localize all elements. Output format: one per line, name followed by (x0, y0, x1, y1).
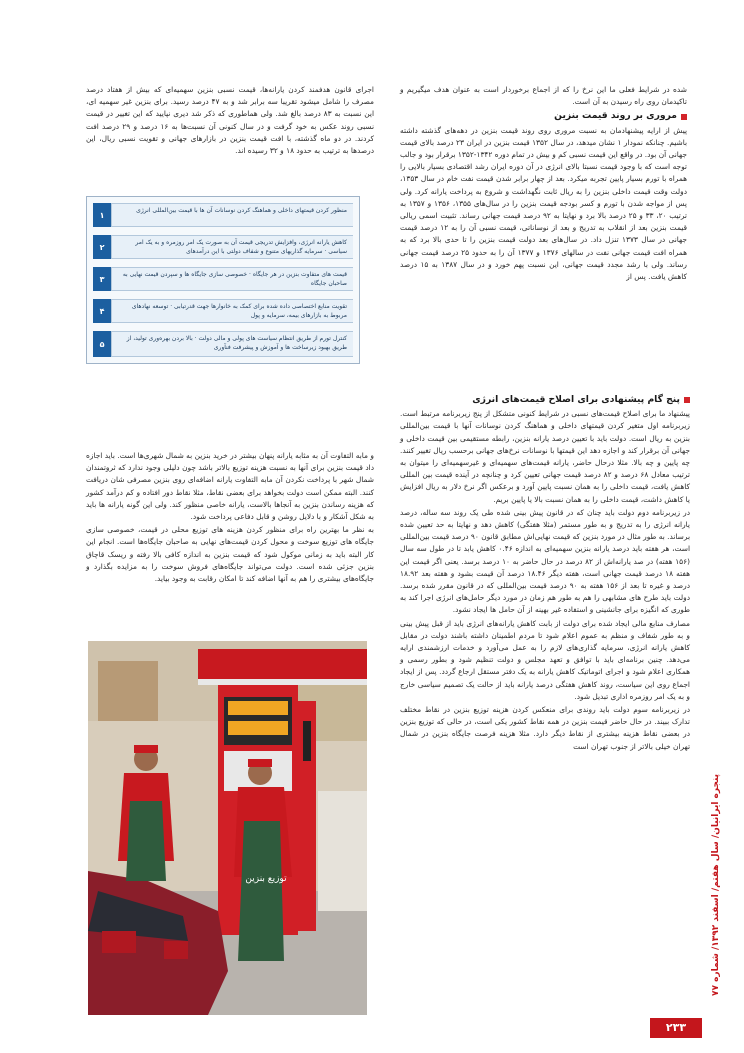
section-heading (400, 110, 687, 122)
bullet-square-icon (684, 397, 690, 403)
diagram-row-text: قیمت های متفاوت بنزین در هر جایگاه · خصوصی سازی جایگاه ها و سپردن قیمت نهایی به صاحبان جایگاه (111, 267, 353, 291)
diagram-row (93, 203, 353, 227)
paragraph: اجرای قانون هدفمند کردن یارانه‌ها، قیمت نسبی بنزین سهمیه‌ای که بیش از هفتاد درصد مصرف را شامل میشود تقریبا سه برابر شد و به ۴۷ درصد رسید. برای بنزین غیر سهمیه ای، این نسبت به ۸۳ درصد بالغ شد. ولی هماطوری که ذکر شد دیری نپایید که این تغییر در قیمت نسبی روند عکس به خود گرفت و در سال کنونی آن نسبت‌ها به ۱۶ درصد و ۲۹ درصد افت کردند. در دو ماه گذشته، با افت قیمت بنزین در بازارهای جهانی و تقویت نسبی ریال، این درصدها به ترتیب به حدود ۱۸ و ۳۲ رسیده اند. (86, 85, 374, 156)
heading-text: پنج گام پیشنهادی برای اصلاح قیمت‌های انرژی (472, 394, 680, 405)
gas-station-illustration (88, 641, 367, 1015)
diagram-row-number: ۳ (93, 267, 111, 291)
paragraph: در زیربرنامه سوم دولت باید روندی برای منعکس کردن هزینه توزیع بنزین در نقاط مختلف تدارک ببیند. در حال حاضر قیمت بنزین در همه نقاط کشور یکی است، در حالی که توزیع بنزین در بعضی نقاط هزینه بیشتری از نقاط دیگر دارد. مثلا هزینه فرصت جایگاه بنزین در شمال تهران خیلی بالاتر از جنوب تهران است (400, 705, 690, 751)
paragraph: و مابه التفاوت آن به مثابه یارانه پنهان بیشتر در خرید بنزین به شمال شهری‌ها است. باید اجازه داد قیمت بنزین برای آنها به نسبت هزینه توزیع بالاتر باشد چون دلیلی وجود ندارد که ثروتمندان شمال شهر با پرداخت نکردن آن مابه التفاوت یارانه اضافه‌ای روی بنزین مصرفی شان دریافت کنند. البته ممکن است دولت بخواهد برای بعضی نقاط، مثلا نقاط دور افتاده و کم درآمد کشور که هزینه رساندن بنزین به آنجاها بالاست، یارانه خاصی منظور کند. ولی این گونه یارانه ها باید به شکل آشکار و با دلایل روشن و قابل دفاعی پرداخت شود. (86, 451, 374, 522)
column-right-top (400, 84, 687, 284)
magazine-sidebar (704, 730, 728, 1040)
column-left-top (86, 84, 374, 158)
paragraph: به نظر ما بهترین راه برای منظور کردن هزینه های توزیع محلی در قیمت، خصوصی سازی جایگاه های توزیع سوخت و محول کردن قیمت‌های نهایی به صاحبان جایگاه‌ها است. انجام این کار البته باید به زمانی موکول شود که قیمت بنزین به اندازه کافی بالا رفته و ریسک قاچاق بنزین جزئی شده است. دولت می‌تواند جایگاه‌های فروش سوخت را به مزایده بگذارد و جایگاه‌های بیشتری را هم به آنها اضافه کند تا امکان رقابت به وجود بیاید. (86, 525, 374, 584)
pump-sign-text: توزیع بنزین (245, 874, 287, 884)
diagram-row (93, 299, 353, 323)
paragraph: پیش از ارایه پیشنهادمان به نسبت مروری روی روند قیمت بنزین در دهه‌های گذشته داشته باشیم. چنانکه نمودار ۱ نشان میدهد، در سال ۱۳۵۲ قیمت بنزین در ایران ۲۳ درصد بالای قیمت جهانی آن بود. در واقع این قیمت نسبی کم و بیش در تمام دوره ۱۳۴۲-۱۳۵۲ برقرار بود و جالب توجه است که با وجود قیمت نسبتا بالای انرژی در آن دوره ایران رشد اقتصادی بسیار بالایی را همراه با تورم بسیار پایین تجربه میکرد. بعد از چهار برابر شدن قیمت نفت خام در سال ۱۳۵۳، دولت وقت قیمت داخلی بنزین را به ریال ثابت نگهداشت و شروع به پرداخت یارانه کرد. ولی پس از مواجه شدن با تورم و کسر بودجه قیمت بنزین را در سال‌های ۱۳۵۵، ۱۳۵۶ و ۱۳۵۷ به ترتیب ۲۰، ۳۳ و ۲۵ درصد بالا برد و نهایتا به ۹۲ درصد قیمت جهانی رساند. تثبیت اسمی ریالی قیمت بنزین بعد از انقلاب به تدریج و بعد از نوساناتی، قیمت نسبی آن را به ۱۲ درصد قیمت جهانی در سال ۱۳۷۳ تنزل داد. در سال‌های بعد دولت قیمت بنزین را تا حدی بالا برد که به همراه افت قیمت جهانی نفت در سالهای ۱۳۷۶ و ۱۳۷۷ آن را به حدود ۲۵ درصد قیمت جهانی رساند. ولی با رشد مجدد قیمت جهانی، این نسبت پهم خورد و در سال ۱۳۸۷ به ۱۵ درصد کاهش یافت. پس از (400, 125, 688, 282)
paragraph: مصارف منابع مالی ایجاد شده برای دولت از بابت کاهش یارانه‌های انرژی باید از قبل پیش بینی و به طور شفاف و منظم به عموم اعلام شود تا مردم اطمینان داشته باشند دولت در مقابل کاهش یارانه انرژی، سرمایه گذاری‌های لازم را به عمل می‌آورد و خدمات ارزشمندی ارایه می‌دهد. چنین برنامه‌ای باید با توافق و تعهد مجلس و دولت تنظیم شود و بطور رسمی و همکاری اعلام شود و اجرای اتوماتیک کاهش یارانه به یک دفتر مستقل ارجاع گردد. پس از ایجاد اجماع روی این سیاست، روند کاهش هفتگی درصد یارانه باید از حالت یک تصمیم سیاسی خارج و به یک امر روزمره اداری تبدیل شود. (400, 618, 690, 701)
diagram-row-text: تقویت منابع اختصاصی داده شده برای کمک به خانوارها جهت قدرتیابی · توسعه نهادهای مربوط به بازارهای بیمه، سرمایه و پول (111, 299, 353, 323)
issue-info-text: پنجره ایرانیان/ سال هفتم/ اسفند ۱۳۹۲/ شماره ۷۷ (711, 773, 721, 997)
diagram-row-text: کنترل تورم از طریق انتظام سیاست های پولی و مالی دولت · بالا بردن بهره‌وری تولید، از طریق بهبود زیرساخت ها و آموزش و پیشرفت فنآوری (111, 331, 353, 357)
diagram-row (93, 235, 353, 259)
gas-station-photo (88, 641, 367, 1015)
diagram-row-number: ۲ (93, 235, 111, 259)
diagram-row (93, 267, 353, 291)
section-heading (400, 394, 690, 406)
heading-text: مروری بر روند قیمت بنزین (554, 110, 677, 122)
diagram-row-text: کاهش یارانه انرژی، وافزایش تدریجی قیمت آن به صورت یک امر روزمره و به یک امر سیاسی · سرمایه گذاریهای متنوع و شفاف دولتی با این درآمدهای (111, 235, 353, 259)
diagram-row-text: منظور کردن قیمتهای داخلی و هماهنگ کردن نوسانات آن ها با قیمت بین‌المللی انرژی (111, 203, 353, 227)
diagram-row-number: ۴ (93, 299, 111, 323)
page-number: ۲۳۳ (650, 1018, 702, 1038)
paragraph: پیشنهاد ما برای اصلاح قیمت‌های نسبی در شرایط کنونی متشکل از پنج زیربرنامه مرتبط است. زیربرنامه اول متغیر کردن قیمتهای داخلی و هماهنگ کردن نوسانات آنها با قیمت بین‌المللی بنزین به ریال است. دولت باید با تعیین درصد یارانه بنزین، رابطه مستقیمی بین قیمت داخلی و جهانی آن برقرار کند و اجازه دهد این قیمتها با نوسانات نرخ‌های جهانی برحسب ریال تغییر کنند. چه پایین و چه بالا. مثلا درحال حاضر، یارانه قیمت‌های سهمیه‌ای و غیرسهمیه‌ای را میتوان به ترتیب معادل ۶۸ درصد و ۸۲ درصد قیمت جهانی تعیین کرد و چنانچه در آینده قیمت بین المللی کاهش یافت، قیمت داخلی را به همان نسبت پایین آورد و برعکس اگر نرخ دلار به ریال افزایش یا کاهش داشت، قیمت داخلی را به همان نسبت بالا یا پایین بریم. (400, 409, 690, 504)
bullet-square-icon (681, 114, 687, 120)
paragraph: در زیربرنامه دوم دولت باید چنان که در قانون پیش بینی شده طی یک روند سه ساله، درصد یارانه انرژی را به تدریج و به طور مستمر (مثلا هفتگی) کاهش دهد و نهایتا به حد تعیین شده برساند. به طور مثال در مورد بنزین که قیمت نهایی‌اش مطابق قانون ۹۰ درصد قیمت بین‌المللی است، هر هفته باید درصد یارانه بنزین سهمیه‌ای به اندازه ۰.۴۶ کاهش یابد تا در طول سه سال (۱۵۶ هفته) در صد یارانه‌اش از ۸۲ درصد در حال حاضر به ۱۰ درصد برسد. یعنی اگر قیمت این هفته ۱۸ درصد قیمت جهانی است، هفته دیگر ۱۸.۴۶ درصد آن قیمت بشود و هفته بعد ۱۸.۹۲ درصد و غیره تا بعد از ۱۵۶ هفته به ۹۰ درصد قیمت بین‌المللی که در قانون مقرر شده برسد. دولت باید طرح های مشابهی را هم به طور هم زمان در مورد دیگر حامل‌های انرژی اجرا کند به طوری که انگیزه برای جانشینی و استفاده غیر بهینه از آن حامل ها ایجاد نشود. (400, 507, 691, 615)
diagram-row-number: ۵ (93, 331, 111, 357)
diagram-row-number: ۱ (93, 203, 111, 227)
paragraph: شده در شرایط فعلی ما این نرخ را که از اجماع برخوردار است به عنوان هدف میگیریم و تاکیدمان روی راه رسیدن به آن است. (400, 85, 687, 107)
column-left-bottom (86, 450, 374, 586)
column-right-bottom (400, 392, 690, 754)
diagram-row (93, 331, 353, 357)
five-steps-diagram (86, 196, 360, 364)
